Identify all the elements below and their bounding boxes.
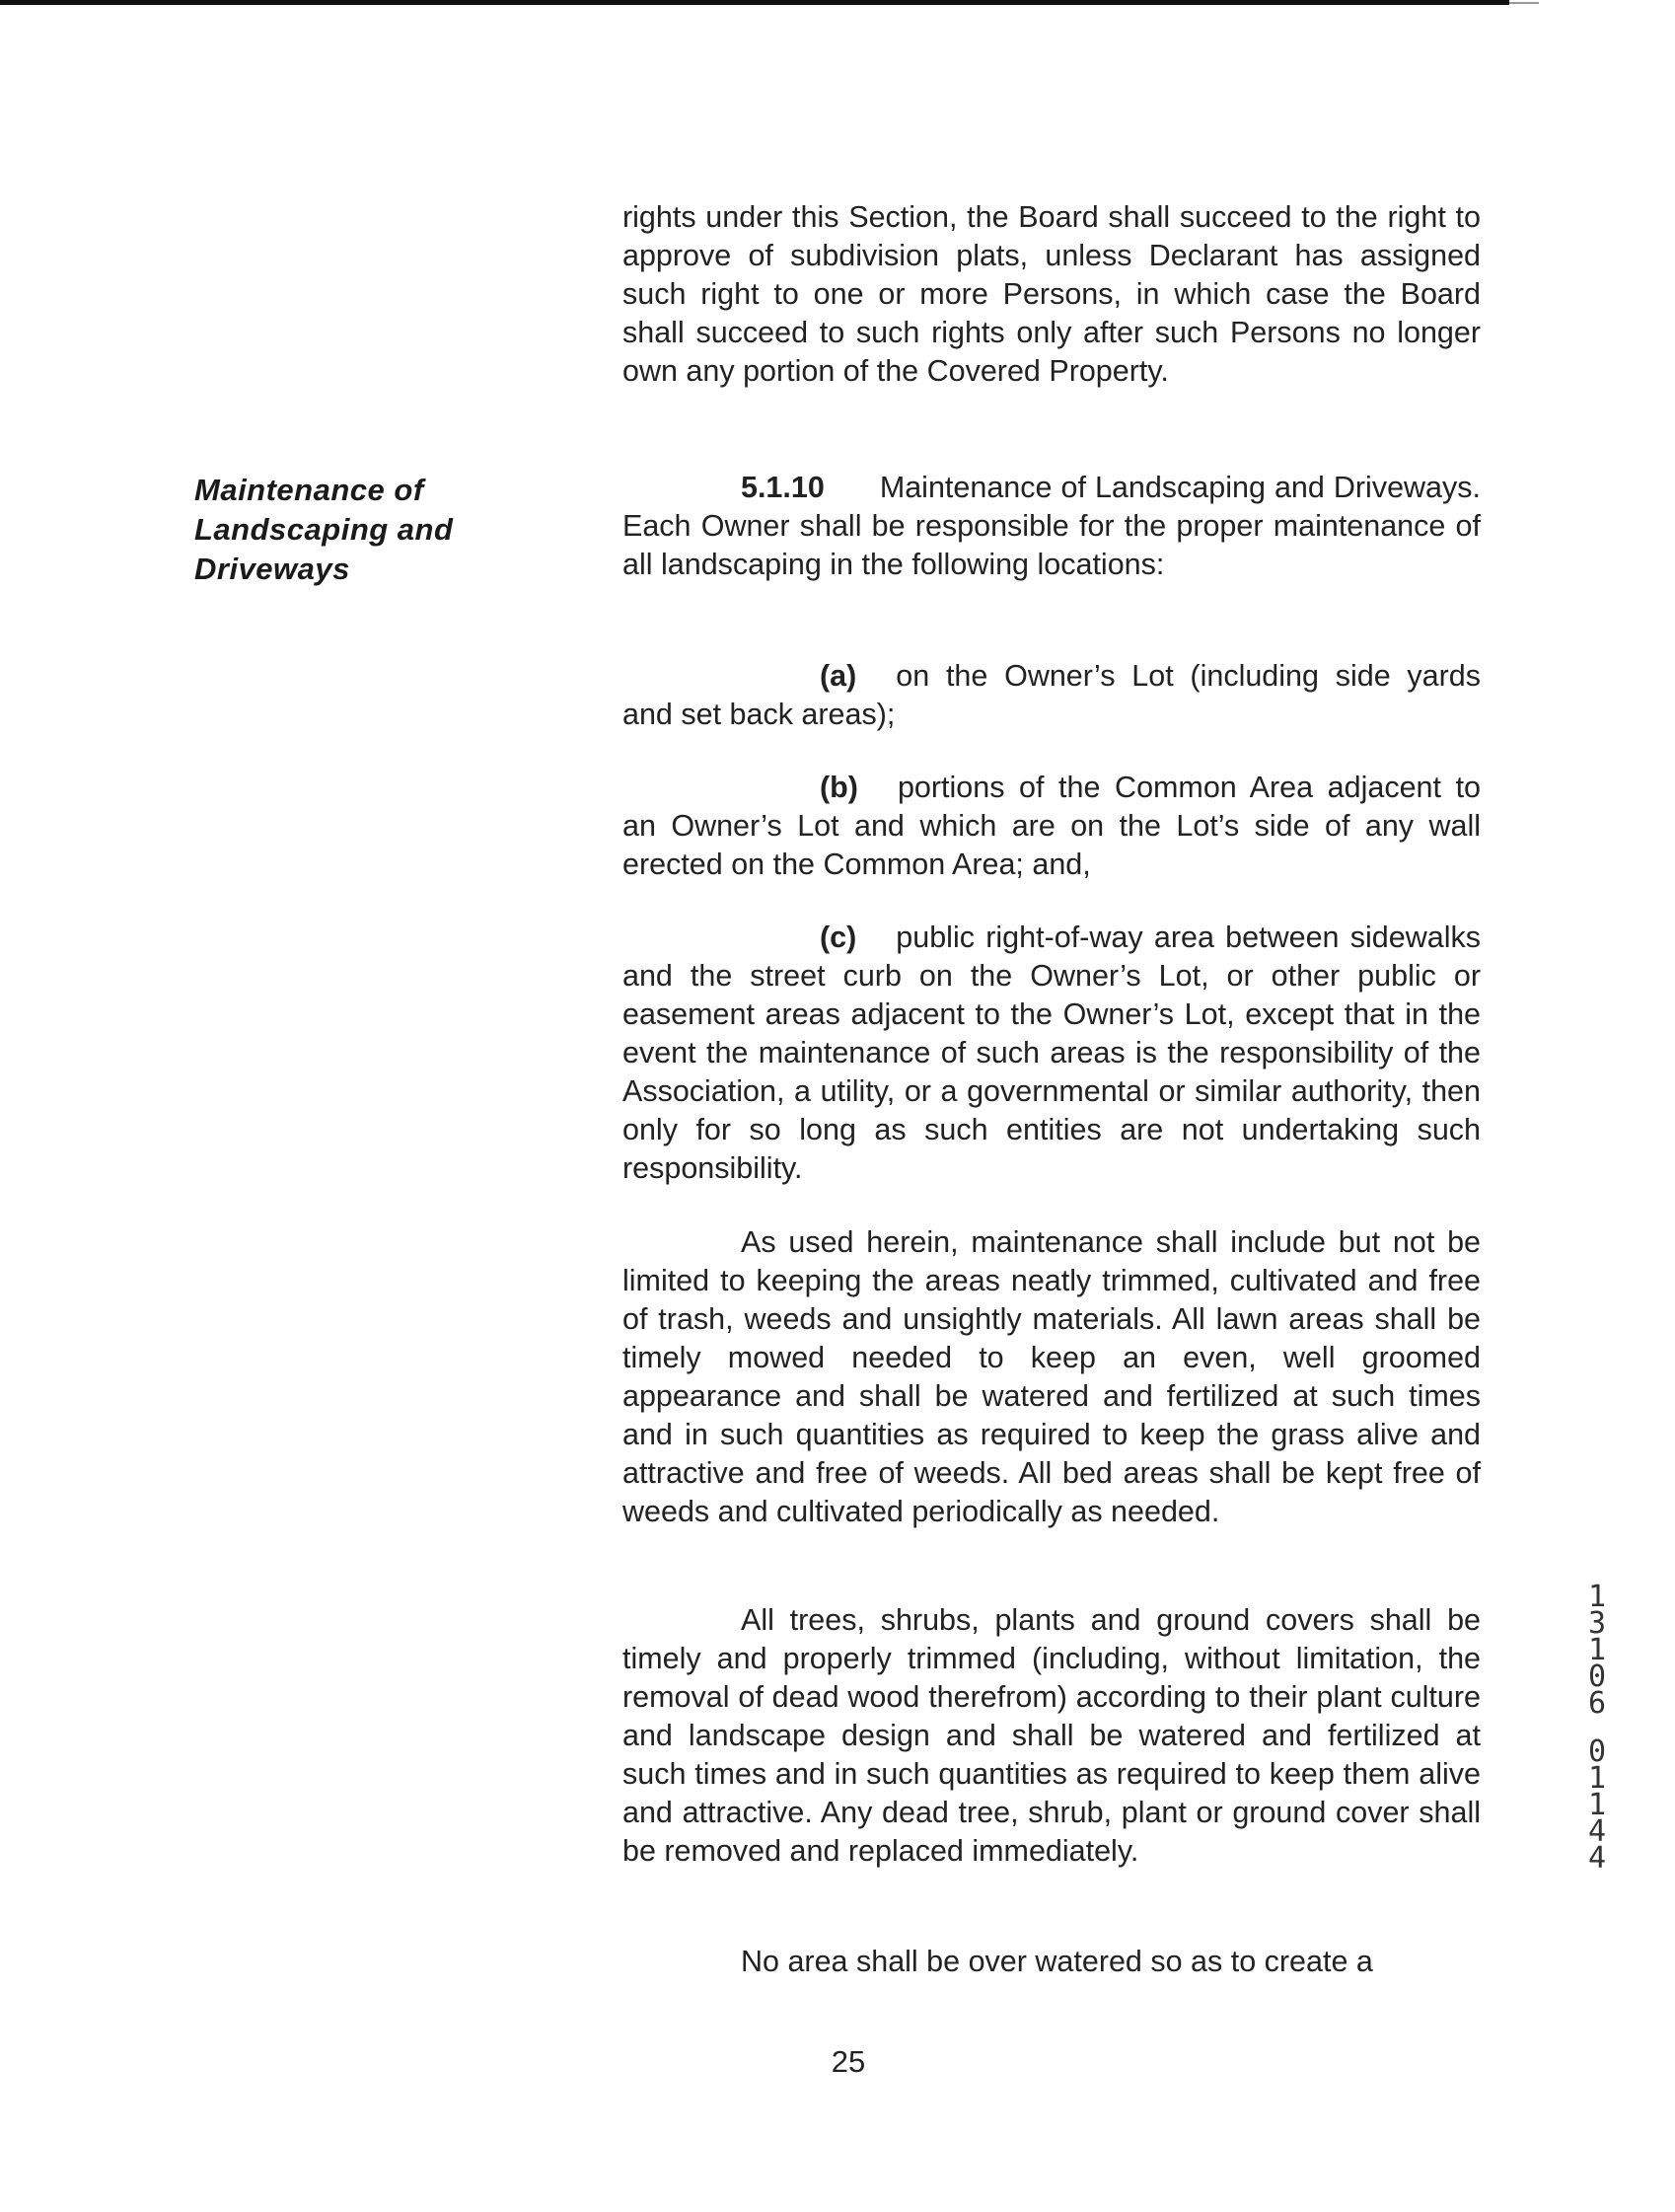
subitem-a xyxy=(622,657,1481,734)
section-number: 5.1.10 xyxy=(741,471,825,504)
subitem-label: (a) xyxy=(820,659,857,693)
recording-digit: 0 xyxy=(1587,1734,1607,1769)
continuation-paragraph: rights under this Section, the Board shall succeed to the right to approve of subdivision plats, unless Declarant has assigned such right to one or more Persons, in which case the Board shall succeed to such rights only after such Persons no longer own any portion of the Covered Property. xyxy=(622,200,1481,388)
recording-digit: 4 xyxy=(1587,1814,1607,1849)
recording-digit: 4 xyxy=(1587,1841,1607,1876)
subitem-c xyxy=(622,919,1481,1188)
trees-shrubs-paragraph: All trees, shrubs, plants and ground covers shall be timely and properly trimmed (including, without limitation, the removal of dead wood therefrom) according to their plant culture and landscape design and shall be watered and fertilized at such times and in such quantities as required to keep them alive and attractive. Any dead tree, shrub, plant or ground cover shall be removed and replaced immediately. xyxy=(622,1603,1481,1868)
page-number: 25 xyxy=(831,2044,866,2079)
section-5-1-10 xyxy=(622,469,1481,584)
recording-number xyxy=(1577,1580,1617,1876)
recording-digit: 3 xyxy=(1587,1606,1607,1641)
maintenance-definition-paragraph: As used herein, maintenance shall include but not be limited to keeping the areas neatly trimmed, cultivated and free of trash, weeds and unsightly materials. All lawn areas shall be timely mowed needed to keep an even, well groomed appearance and shall be watered and fertilized at such times and in such quantities as required to keep the grass alive and attractive and free of weeds. All bed areas shall be kept free of weeds and cultivated periodically as needed. xyxy=(622,1225,1481,1528)
subitem-label: (c) xyxy=(820,921,857,954)
top-border-line-tail xyxy=(1509,2,1539,4)
recording-digit: 1 xyxy=(1587,1761,1607,1796)
subitem-text: on the Owner’s Lot (including side yards and set back areas); xyxy=(622,659,1481,731)
section-text: Maintenance of Landscaping and Driveways. Each Owner shall be responsible for the proper maintenance of all landscaping in the following locations: xyxy=(622,471,1481,581)
recording-digit: 0 xyxy=(1587,1659,1607,1694)
recording-digit: 6 xyxy=(1587,1686,1607,1721)
recording-digit: 1 xyxy=(1587,1580,1607,1614)
margin-heading: Maintenance of Landscaping and Driveways xyxy=(194,473,454,586)
over-watering-paragraph: No area shall be over watered so as to create a xyxy=(741,1945,1373,1978)
subitem-text: public right-of-way area between sidewalks and the street curb on the Owner’s Lot, or other public or easement areas adjacent to the Owner’s Lot, except that in the event the maintenance of such areas is the responsibility of the Association, a utility, or a governmental or similar authority, then only for so long as such entities are not undertaking such responsibility. xyxy=(622,921,1481,1185)
subitem-text: portions of the Common Area adjacent to an Owner’s Lot and which are on the Lot’s side of any wall erected on the Common Area; and, xyxy=(622,771,1481,881)
subitem-label: (b) xyxy=(820,771,858,804)
recording-digit: 1 xyxy=(1587,1633,1607,1667)
subitem-b xyxy=(622,769,1481,884)
top-border-line xyxy=(0,0,1509,5)
recording-digit: 1 xyxy=(1587,1788,1607,1822)
